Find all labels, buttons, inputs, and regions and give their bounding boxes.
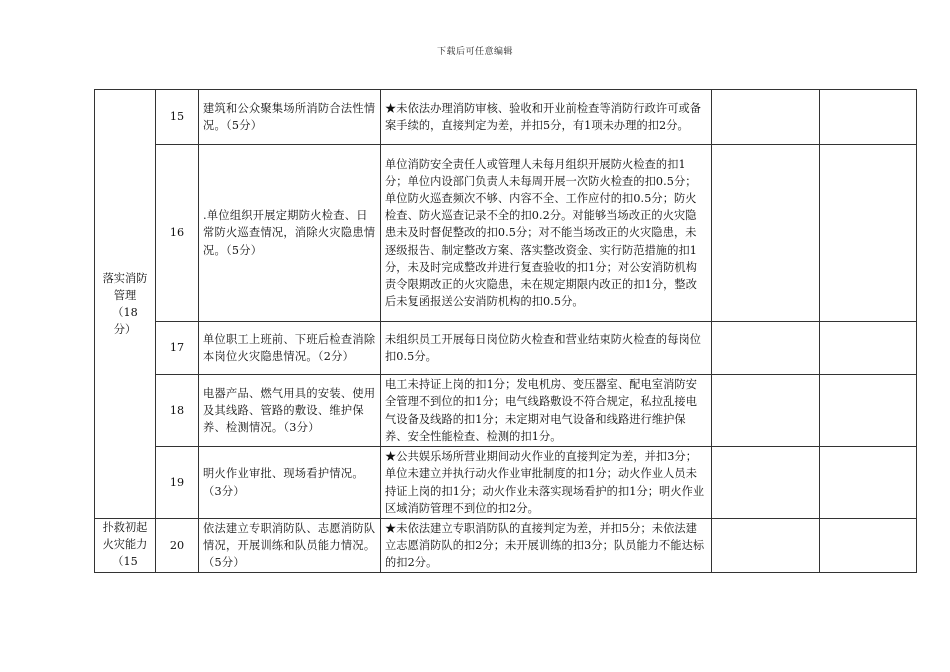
row-number: 18 (156, 375, 199, 447)
score-cell (712, 322, 820, 375)
inspection-item: 明火作业审批、现场看护情况。（3分） (199, 447, 381, 519)
row-number: 16 (156, 145, 199, 322)
table-row (95, 375, 917, 447)
remark-cell (820, 145, 917, 322)
inspection-item: 电器产品、燃气用具的安装、使用及其线路、管路的敷设、维护保养、检测情况。（3分） (199, 375, 381, 447)
score-cell (712, 90, 820, 145)
page-header: 下载后可任意编辑 (436, 47, 513, 57)
inspection-item: 单位职工上班前、下班后检查消除本岗位火灾隐患情况。（2分） (199, 322, 381, 375)
row-number: 17 (156, 322, 199, 375)
scoring-criteria: 未组织员工开展每日岗位防火检查和营业结束防火检查的每岗位扣0.5分。 (381, 322, 712, 375)
scoring-table (94, 89, 917, 573)
category-cell (95, 90, 156, 519)
remark-cell (820, 375, 917, 447)
table-row (95, 519, 917, 573)
remark-cell (820, 322, 917, 375)
scoring-criteria: ★公共娱乐场所营业期间动火作业的直接判定为差，并扣3分；单位未建立并执行动火作业审批制度的扣1分；动火作业人员未持证上岗的扣1分；动火作业未落实现场看护的扣1分；明火作业区域消防管理不到位的扣2分。 (381, 447, 712, 519)
category-label: 落实消防 管理 （18 分） (102, 271, 148, 337)
scoring-criteria: 单位消防安全责任人或管理人未每月组织开展防火检查的扣1分；单位内设部门负责人未每周开展一次防火检查的扣0.5分；单位防火巡查频次不够、内容不全、工作应付的扣0.5分；防火检查、防火巡查记录不全的扣0.2分。对能够当场改正的火灾隐患未及时督促整改的扣0.5分；对不能当场改正的火灾隐患，未逐级报告、制定整改方案、落实整改资金、实行防范措施的扣1分，未及时完成整改并进行复查验收的扣1分；对公安消防机构责令限期改正的火灾隐患，未在规定期限内改正的扣1分，整改后未复函报送公安消防机构的扣0.5分。 (381, 145, 712, 322)
row-number: 19 (156, 447, 199, 519)
category-label: 扑救初起 火灾能力 （15 (102, 521, 148, 569)
remark-cell (820, 519, 917, 573)
remark-cell (820, 90, 917, 145)
row-number: 20 (156, 519, 199, 573)
table-row (95, 447, 917, 519)
inspection-item: 依法建立专职消防队、志愿消防队情况，开展训练和队员能力情况。（5分） (199, 519, 381, 573)
score-cell (712, 447, 820, 519)
category-cell (95, 519, 156, 573)
row-number: 15 (156, 90, 199, 145)
inspection-item: .单位组织开展定期防火检查、日常防火巡查情况，消除火灾隐患情况。（5分） (199, 145, 381, 322)
inspection-item: 建筑和公众聚集场所消防合法性情况。（5分） (199, 90, 381, 145)
score-cell (712, 145, 820, 322)
table-row (95, 322, 917, 375)
scoring-criteria: ★未依法办理消防审核、验收和开业前检查等消防行政许可或备案手续的，直接判定为差，并扣5分，有1项未办理的扣2分。 (381, 90, 712, 145)
scoring-criteria: 电工未持证上岗的扣1分；发电机房、变压器室、配电室消防安全管理不到位的扣1分；电气线路敷设不符合规定，私拉乱接电气设备及线路的扣1分；未定期对电气设备和线路进行维护保养、安全性能检查、检测的扣1分。 (381, 375, 712, 447)
scoring-criteria: ★未依法建立专职消防队的直接判定为差，并扣5分；未依法建立志愿消防队的扣2分；未开展训练的扣3分；队员能力不能达标的扣2分。 (381, 519, 712, 573)
table-row (95, 145, 917, 322)
score-cell (712, 519, 820, 573)
remark-cell (820, 447, 917, 519)
score-cell (712, 375, 820, 447)
table-row (95, 90, 917, 145)
